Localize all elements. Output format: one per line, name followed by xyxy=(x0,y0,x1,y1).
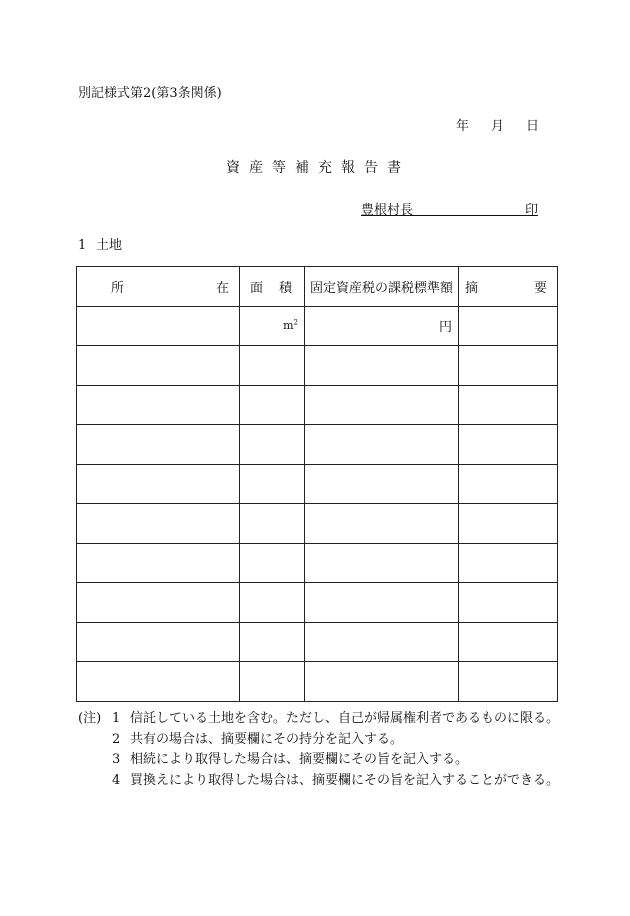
table-header-row xyxy=(77,267,558,307)
cell-location[interactable] xyxy=(77,464,240,504)
cell-tax-base[interactable] xyxy=(305,425,459,465)
cell-location[interactable] xyxy=(77,504,240,544)
cell-remarks[interactable] xyxy=(459,583,558,623)
cell-tax-base[interactable] xyxy=(305,662,459,702)
table-row xyxy=(77,385,558,425)
cell-tax-base[interactable] xyxy=(305,504,459,544)
cell-tax-base[interactable] xyxy=(305,543,459,583)
cell-remarks[interactable] xyxy=(459,543,558,583)
section-heading xyxy=(78,234,122,253)
cell-location[interactable] xyxy=(77,385,240,425)
note-text: 信託している土地を含む。ただし、自己が帰属権利者であるものに限る。 xyxy=(130,711,560,726)
cell-tax-base[interactable] xyxy=(305,583,459,623)
note-number: 1 xyxy=(112,711,121,726)
cell-area[interactable] xyxy=(240,464,305,504)
cell-area[interactable] xyxy=(240,385,305,425)
cell-area[interactable] xyxy=(240,622,305,662)
cell-location[interactable] xyxy=(77,583,240,623)
notes-prefix: (注) xyxy=(78,711,102,726)
section-label: 土地 xyxy=(96,238,123,253)
cell-remarks[interactable] xyxy=(459,346,558,386)
table-row xyxy=(77,583,558,623)
form-label: 別記様式第2(第3条関係) xyxy=(78,86,222,101)
note-number: 4 xyxy=(112,772,121,788)
cell-location[interactable] xyxy=(77,306,240,346)
table-row xyxy=(77,622,558,662)
cell-location[interactable] xyxy=(77,662,240,702)
table-row xyxy=(77,662,558,702)
cell-tax-base[interactable] xyxy=(305,346,459,386)
date-day-label: 日 xyxy=(526,119,540,134)
table-row xyxy=(77,464,558,504)
cell-remarks[interactable] xyxy=(459,385,558,425)
cell-location[interactable] xyxy=(77,543,240,583)
cell-tax-base[interactable] xyxy=(305,464,459,504)
cell-area[interactable] xyxy=(240,583,305,623)
mayor-signature-line xyxy=(361,199,538,216)
cell-area[interactable] xyxy=(240,543,305,583)
header-remarks: 摘 要 xyxy=(459,267,558,307)
cell-location[interactable] xyxy=(77,346,240,386)
cell-tax-base[interactable] xyxy=(305,385,459,425)
note-item xyxy=(78,709,559,730)
date-year-label: 年 xyxy=(456,119,470,134)
cell-remarks[interactable] xyxy=(459,425,558,465)
table-row xyxy=(77,306,558,346)
area-unit: $m^2$ xyxy=(283,318,298,333)
cell-location[interactable] xyxy=(77,622,240,662)
note-number: 2 xyxy=(112,731,121,747)
cell-remarks[interactable] xyxy=(459,464,558,504)
note-item xyxy=(78,771,559,792)
cell-area[interactable] xyxy=(240,425,305,465)
note-text: 共有の場合は、摘要欄にその持分を記入する。 xyxy=(130,731,404,747)
cell-tax-base[interactable] xyxy=(305,622,459,662)
notes xyxy=(78,709,559,791)
land-table xyxy=(76,266,558,702)
section-number: 1 xyxy=(78,238,87,253)
cell-area[interactable] xyxy=(240,306,305,346)
header-area: 面 積 xyxy=(240,267,305,307)
cell-location[interactable] xyxy=(77,425,240,465)
note-number: 3 xyxy=(112,752,121,767)
cell-remarks[interactable] xyxy=(459,662,558,702)
date-month-label: 月 xyxy=(491,119,505,134)
note-text: 相続により取得した場合は、摘要欄にその旨を記入する。 xyxy=(130,752,469,767)
document-title: 資産等補充報告書 xyxy=(226,160,410,176)
cell-area[interactable] xyxy=(240,346,305,386)
seal-label: 印 xyxy=(524,203,538,218)
cell-remarks[interactable] xyxy=(459,504,558,544)
cell-remarks[interactable] xyxy=(459,622,558,662)
header-tax-base: 固定資産税の課税標準額 xyxy=(305,267,459,307)
cell-remarks[interactable] xyxy=(459,306,558,346)
table-row xyxy=(77,425,558,465)
note-item xyxy=(78,750,559,771)
table-row xyxy=(77,346,558,386)
cell-tax-base[interactable] xyxy=(305,306,459,346)
date-line xyxy=(456,115,539,134)
note-text: 買換えにより取得した場合は、摘要欄にその旨を記入することができる。 xyxy=(130,772,560,788)
table-row xyxy=(77,543,558,583)
mayor-name: 豊根村長 xyxy=(361,203,414,218)
note-item xyxy=(78,730,559,751)
cell-area[interactable] xyxy=(240,662,305,702)
header-location: 所 在 xyxy=(77,267,240,307)
yen-unit: 円 xyxy=(438,320,452,336)
cell-area[interactable] xyxy=(240,504,305,544)
table-row xyxy=(77,504,558,544)
